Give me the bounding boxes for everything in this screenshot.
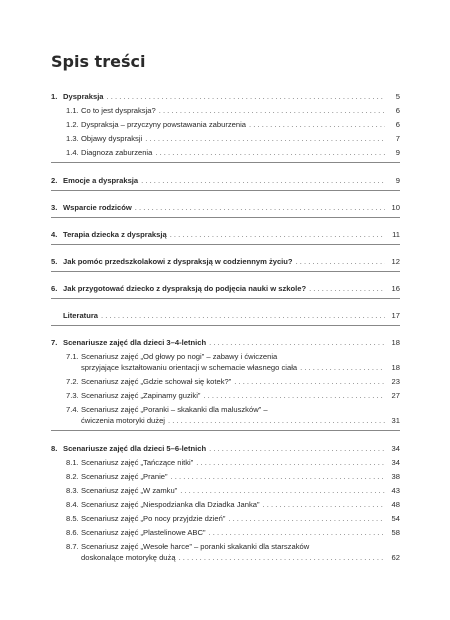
toc-entry-title: Scenariusz zajęć „Wesołe harce” – poranki skakanki dla starszaków (81, 542, 310, 551)
toc-entry (51, 552, 400, 563)
toc-leader-dots (209, 443, 385, 454)
toc-leader-dots (168, 415, 385, 426)
toc-entry-page: 9 (395, 148, 400, 157)
toc-entry-page: 6 (395, 120, 400, 129)
toc-entry (51, 147, 400, 158)
toc-entry-page: 11 (392, 230, 400, 239)
toc-entry (51, 362, 400, 373)
toc-entry-title: Terapia dziecka z dyspraksją (63, 230, 167, 239)
toc-leader-dots (209, 527, 385, 538)
toc-leader-dots (145, 133, 385, 144)
toc-entry-title: ćwiczenia motoryki dużej (81, 416, 165, 425)
toc-leader-dots (141, 175, 385, 186)
toc-entry (51, 499, 400, 510)
toc-entry-number: 7. (51, 338, 58, 347)
toc-entry-number: 8.2. (66, 472, 79, 481)
toc-entry-page: 17 (391, 311, 400, 320)
toc-entry-title: Wsparcie rodziców (63, 203, 132, 212)
toc-entry-title: Scenariusze zajęć dla dzieci 3–4-letnich (63, 338, 207, 347)
toc-entry-title: Scenariusz zajęć „Gdzie schował się kotek?” (81, 377, 232, 386)
toc-leader-dots (196, 457, 385, 468)
toc-entry-page: 23 (391, 377, 400, 386)
toc-entry-title: Scenariusz zajęć „Niespodzianka dla Dziadka Janka” (81, 500, 260, 509)
toc-leader-dots (159, 105, 385, 116)
toc-entry-page: 38 (391, 472, 400, 481)
toc-entry-title: Diagnoza zaburzenia (81, 148, 153, 157)
toc-entry-title: doskonalące motorykę dużą (81, 553, 176, 562)
toc-entry-page: 6 (395, 106, 400, 115)
toc-entry-number: 1.1. (66, 106, 79, 115)
toc-entry-page: 10 (391, 203, 400, 212)
toc-leader-dots (296, 256, 385, 267)
toc-entry-title: Dyspraksja (63, 92, 104, 101)
toc-entry-title: Literatura (63, 311, 99, 320)
toc-leader-dots (263, 499, 385, 510)
toc-entry-number: 7.3. (66, 391, 79, 400)
toc-leader-dots (228, 513, 385, 524)
toc-entry-title: Scenariusz zajęć „Po nocy przyjdzie dzień” (81, 514, 226, 523)
toc-entry-title: Scenariusz zajęć „Od głowy po nogi” – zabawy i ćwiczenia (81, 352, 278, 361)
toc-entry (51, 541, 400, 552)
toc-entry-number: 1.4. (66, 148, 79, 157)
toc-entry-number: 8.7. (66, 542, 79, 551)
toc-entry (51, 513, 400, 524)
toc-entry (51, 351, 400, 362)
toc-entry-title: Scenariusz zajęć „W zamku” (81, 486, 178, 495)
toc-entry-number: 1.3. (66, 134, 79, 143)
toc-entry-page: 16 (391, 284, 400, 293)
toc-leader-dots (203, 390, 385, 401)
toc-leader-dots (135, 202, 385, 213)
toc-entry (51, 471, 400, 482)
toc-entry (51, 485, 400, 496)
toc-entry-page: 12 (391, 257, 400, 266)
toc-entry-title: Dyspraksja – przyczyny powstawania zaburzenia (81, 120, 247, 129)
toc-entry-title: Emocje a dyspraksja (63, 176, 139, 185)
toc-entry (51, 443, 400, 454)
toc-entry-title: Scenariusz zajęć „Tańczące nitki” (81, 458, 194, 467)
toc-entry-title: Jak przygotować dziecko z dyspraksją do podjęcia nauki w szkole? (63, 284, 307, 293)
toc-entry-title: sprzyjające kształtowaniu orientacji w schemacie własnego ciała (81, 363, 298, 372)
toc-entry-number: 5. (51, 257, 58, 266)
toc-entry-page: 48 (391, 500, 400, 509)
toc-entry-number: 2. (51, 176, 58, 185)
toc-leader-dots (309, 283, 385, 294)
toc-leader-dots (179, 552, 385, 563)
toc-leader-dots (249, 119, 385, 130)
toc-entry-title: Scenariusz zajęć „Zapinamy guziki” (81, 391, 201, 400)
toc-entry-page: 58 (391, 528, 400, 537)
toc-entry (51, 91, 400, 102)
toc-entry (51, 256, 400, 267)
toc-entry (51, 133, 400, 144)
toc-entry-title: Scenariusze zajęć dla dzieci 5–6-letnich (63, 444, 207, 453)
toc-leader-dots (101, 310, 385, 321)
toc-leader-dots (234, 376, 385, 387)
toc-entry-number: 1.2. (66, 120, 79, 129)
toc-entry-number: 8.3. (66, 486, 79, 495)
toc-entry-page: 27 (391, 391, 400, 400)
toc-entry (51, 283, 400, 294)
toc-entry-number: 1. (51, 92, 58, 101)
toc-entry-title: Scenariusz zajęć „Poranki – skakanki dla maluszków” – (81, 405, 268, 414)
toc-entry-page: 62 (391, 553, 400, 562)
toc-entry-page: 7 (395, 134, 400, 143)
toc-entry (51, 337, 400, 348)
toc-entry (51, 119, 400, 130)
toc-entry-title: Scenariusz zajęć „Pranie” (81, 472, 168, 481)
toc-entry-number: 7.1. (66, 352, 79, 361)
toc-entry-page: 9 (395, 176, 400, 185)
toc-entry-title: Scenariusz zajęć „Plastelinowe ABC” (81, 528, 206, 537)
toc-leader-dots (155, 147, 385, 158)
toc-entry-page: 43 (391, 486, 400, 495)
toc-entry-page: 18 (391, 363, 400, 372)
toc-entry-number: 8.1. (66, 458, 79, 467)
toc-entry (51, 457, 400, 468)
table-of-contents (51, 91, 400, 563)
toc-entry (51, 415, 400, 426)
toc-entry-page: 54 (391, 514, 400, 523)
toc-entry (51, 527, 400, 538)
toc-entry-number: 3. (51, 203, 58, 212)
toc-entry-page: 31 (391, 416, 400, 425)
toc-leader-dots (209, 337, 385, 348)
toc-entry (51, 202, 400, 213)
toc-entry (51, 310, 400, 321)
toc-entry-number: 8.4. (66, 500, 79, 509)
toc-entry-number: 7.2. (66, 377, 79, 386)
toc-leader-dots (170, 229, 385, 240)
toc-entry-number: 7.4. (66, 405, 79, 414)
page-title: Spis treści (51, 52, 146, 71)
toc-entry-title: Jak pomóc przedszkolakowi z dyspraksją w codziennym życiu? (63, 257, 293, 266)
toc-entry (51, 390, 400, 401)
toc-entry (51, 175, 400, 186)
toc-entry-page: 18 (391, 338, 400, 347)
toc-leader-dots (300, 362, 385, 373)
toc-entry-number: 4. (51, 230, 58, 239)
toc-entry (51, 105, 400, 116)
toc-entry (51, 376, 400, 387)
toc-entry-number: 6. (51, 284, 58, 293)
toc-entry-number: 8. (51, 444, 58, 453)
toc-entry-page: 5 (395, 92, 400, 101)
toc-entry-page: 34 (391, 444, 400, 453)
toc-entry-number: 8.6. (66, 528, 79, 537)
toc-leader-dots (180, 485, 385, 496)
toc-entry-title: Objawy dyspraksji (81, 134, 143, 143)
toc-entry-title: Co to jest dyspraksja? (81, 106, 156, 115)
toc-entry (51, 404, 400, 415)
toc-entry-page: 34 (391, 458, 400, 467)
toc-leader-dots (107, 91, 385, 102)
toc-entry (51, 229, 400, 240)
toc-entry-number: 8.5. (66, 514, 79, 523)
toc-leader-dots (171, 471, 385, 482)
